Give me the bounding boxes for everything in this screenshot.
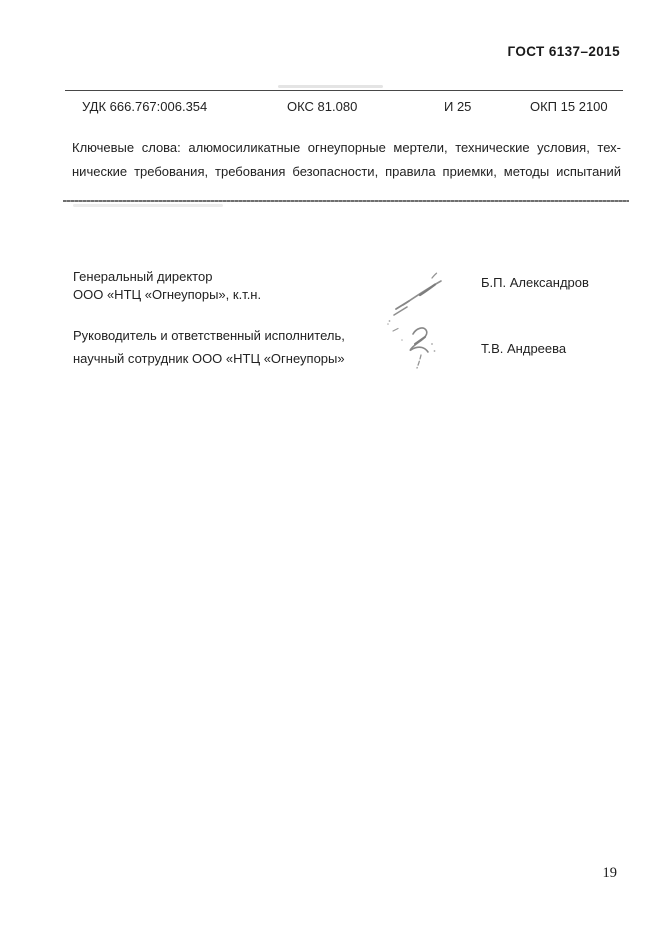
signatory-director-title-line2: ООО «НТЦ «Огнеупоры», к.т.н. xyxy=(73,287,262,302)
signatory-director-title-line1: Генеральный директор xyxy=(73,269,213,284)
keywords-line-1: Ключевые слова: алюмосиликатные огнеупорные мертели, технические условия, тех- xyxy=(72,140,621,155)
oks-code: ОКС 81.080 xyxy=(287,99,358,114)
horizontal-rule-top xyxy=(65,90,623,91)
signatory-executor-name: Т.В. Андреева xyxy=(481,341,567,356)
handwritten-signature-icon xyxy=(385,265,445,323)
keywords-line-2: нические требования, требования безопасности, правила приемки, методы испытаний xyxy=(72,164,621,179)
okp-code: ОКП 15 2100 xyxy=(530,99,608,114)
keywords-paragraph xyxy=(72,136,621,184)
document-standard-number: ГОСТ 6137–2015 xyxy=(507,44,620,59)
horizontal-rule-bottom xyxy=(63,200,629,202)
signatory-executor-title-line2: научный сотрудник ООО «НТЦ «Огнеупоры» xyxy=(73,351,345,366)
udk-code: УДК 666.767:006.354 xyxy=(82,99,208,114)
handwritten-signature-icon xyxy=(385,320,445,375)
signatory-director-name: Б.П. Александров xyxy=(481,275,589,290)
index-code: И 25 xyxy=(444,99,472,114)
scan-artifact xyxy=(73,204,223,207)
signatory-executor-title-line1: Руководитель и ответственный исполнитель, xyxy=(73,328,345,343)
scan-artifact xyxy=(278,85,383,88)
page-number: 19 xyxy=(602,865,617,881)
